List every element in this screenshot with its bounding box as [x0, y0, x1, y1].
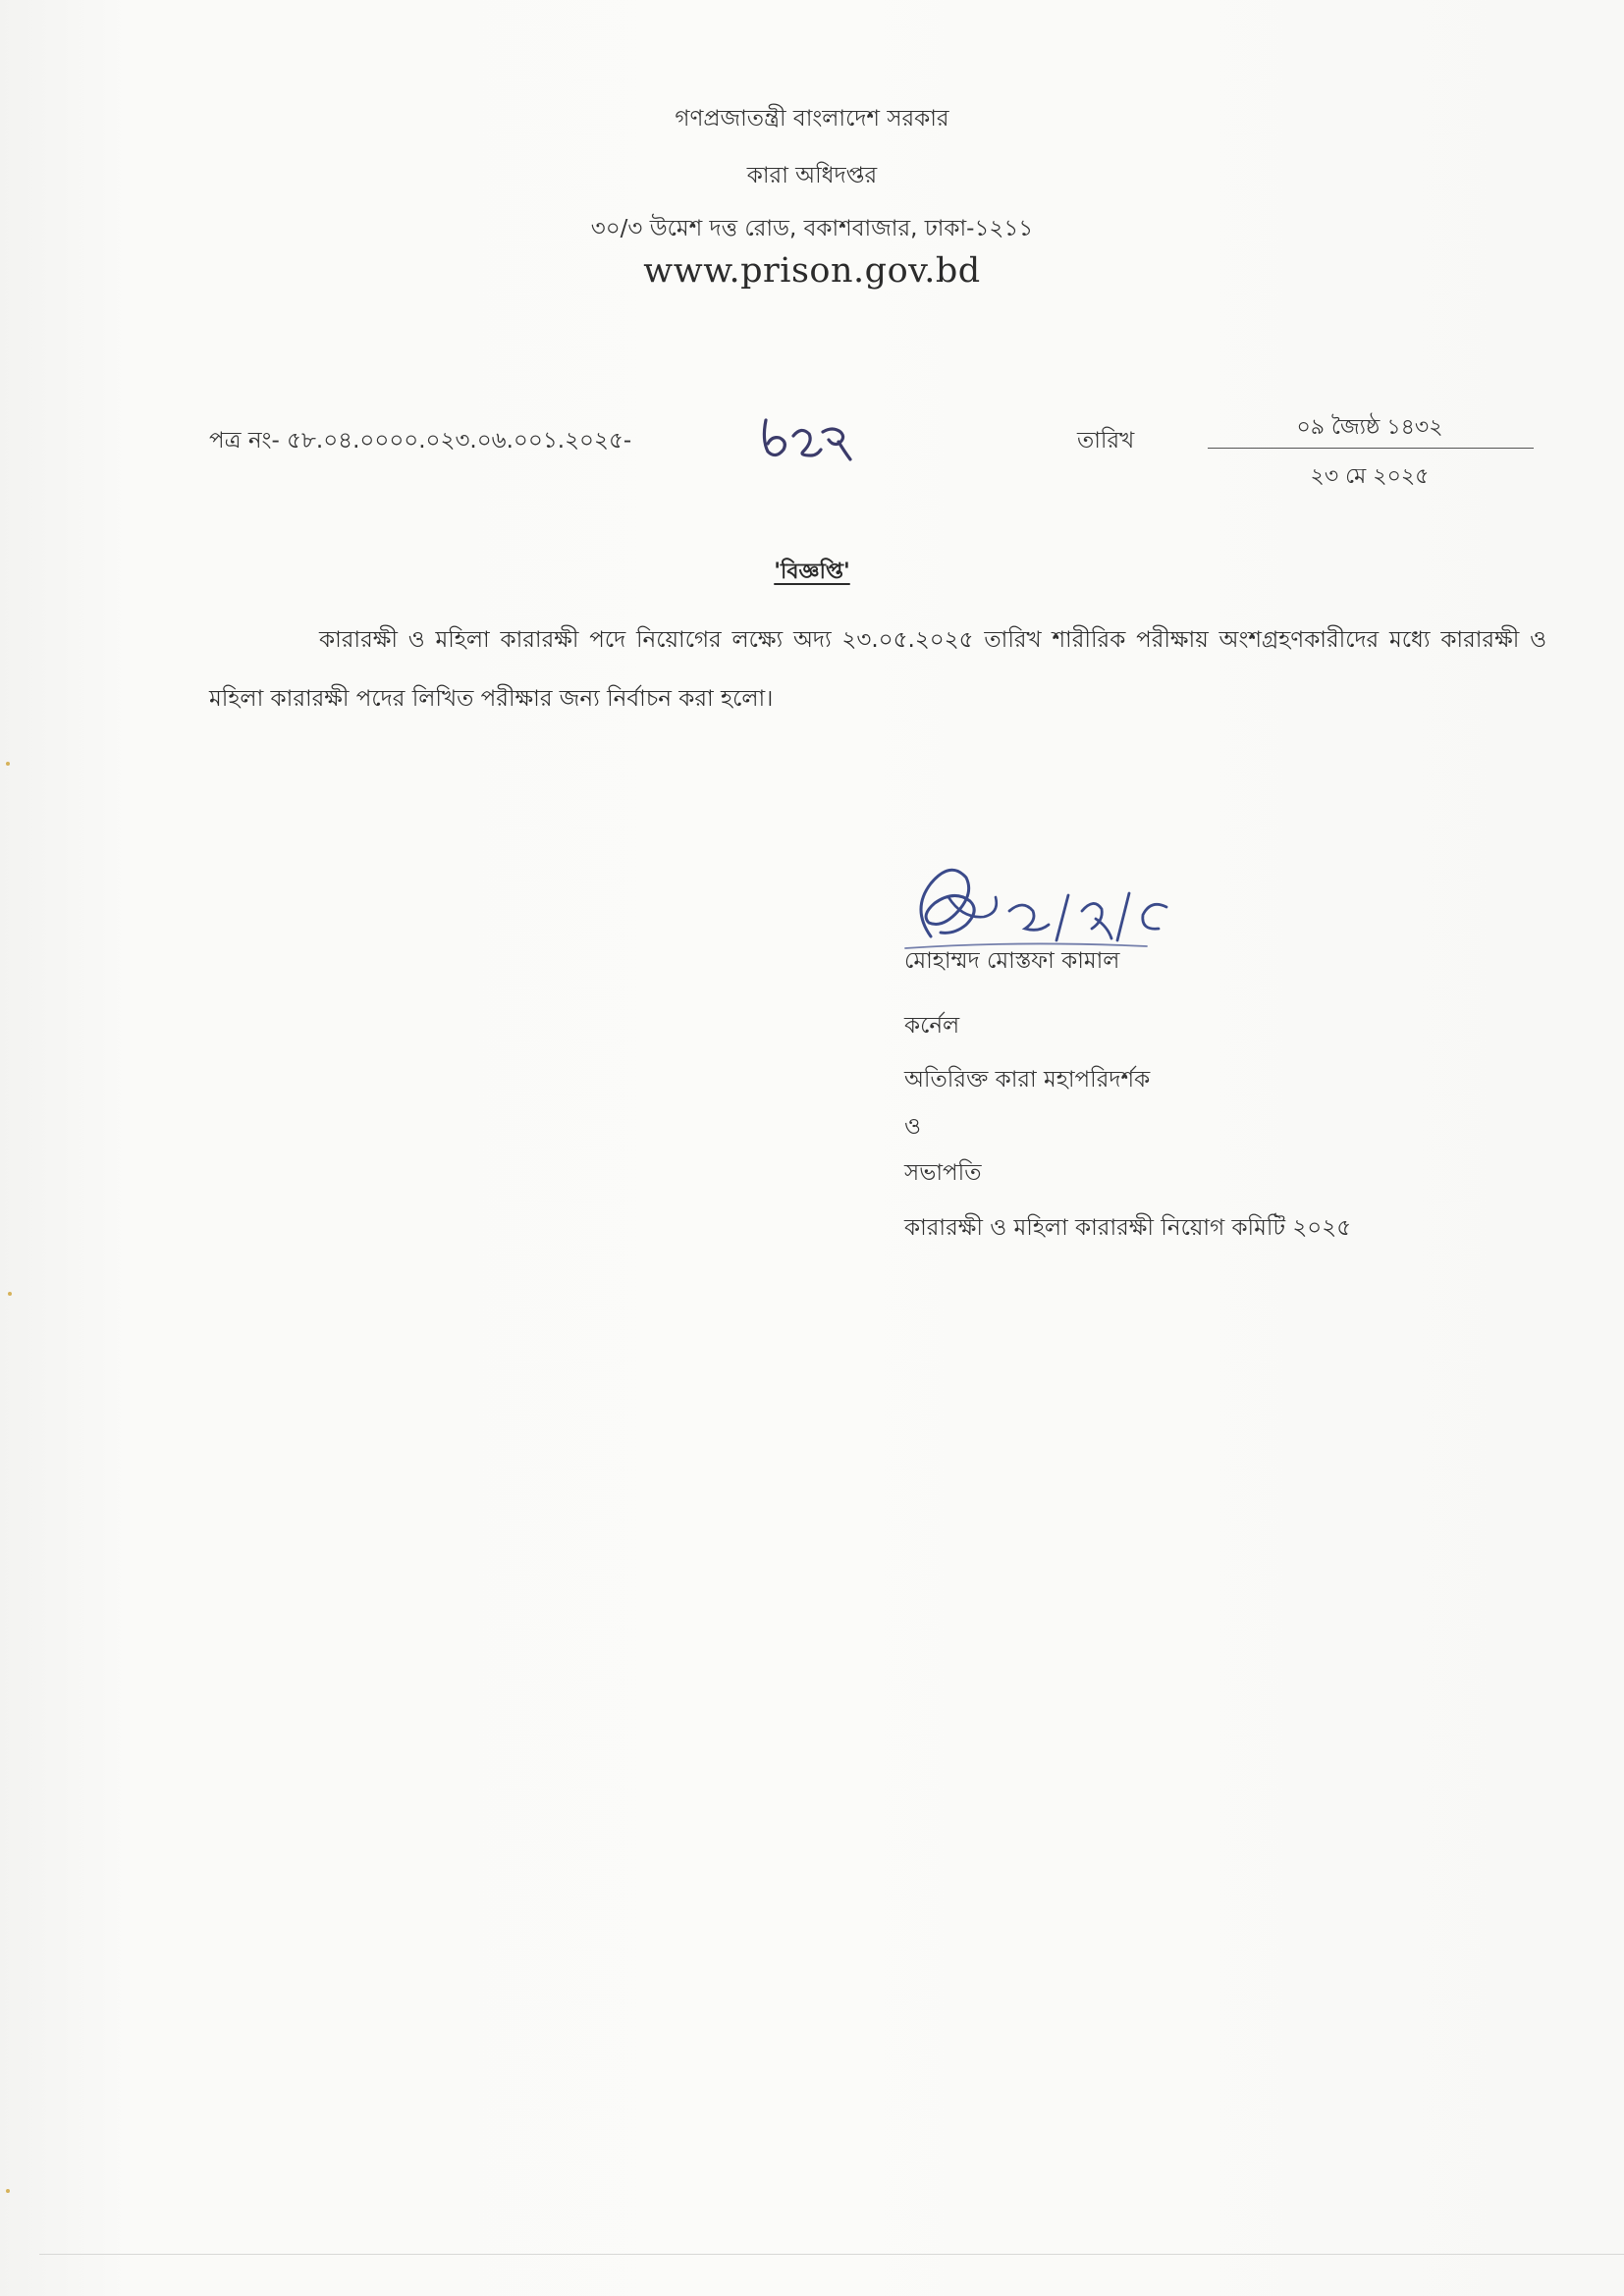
signatory-name: মোহাম্মদ মোস্তফা কামাল: [904, 948, 1120, 974]
scan-edge-line: [39, 2254, 1624, 2255]
date-gregorian: ২৩ মে ২০২৫: [1310, 464, 1430, 489]
website-url: www.prison.gov.bd: [643, 251, 981, 291]
notice-body: কারারক্ষী ও মহিলা কারারক্ষী পদে নিয়োগের লক্ষ্যে অদ্য ২৩.০৫.২০২৫ তারিখ শারীরিক পরীক্ষায় অংশগ্রহণকারীদের মধ্যে কারারক্ষী ও মহিলা কারারক্ষী পদের লিখিত পরীক্ষার জন্য নির্বাচন করা হলো।: [209, 627, 1546, 712]
date-label: তারিখ: [1077, 428, 1135, 454]
signatory-role: সভাপতি: [904, 1160, 982, 1186]
scan-speck: [8, 1292, 12, 1296]
notice-title-text: 'বিজ্ঞপ্তি': [774, 560, 850, 584]
date-bangla-calendar: ০৯ জ্যৈষ্ঠ ১৪৩২: [1296, 415, 1443, 440]
signatory-conjunction: ও: [904, 1114, 921, 1140]
signatory-designation: অতিরিক্ত কারা মহাপরিদর্শক: [904, 1067, 1151, 1093]
signatory-rank: কর্নেল: [904, 1013, 960, 1039]
department-name: কারা অধিদপ্তর: [746, 163, 878, 188]
memo-reference: পত্র নং- ৫৮.০৪.০০০০.০২৩.০৬.০০১.২০২৫-: [209, 428, 632, 454]
committee-name: কারারক্ষী ও মহিলা কারারক্ষী নিয়োগ কমিটি ২০২৫: [904, 1215, 1352, 1241]
date-divider: [1208, 448, 1534, 449]
scan-speck: [6, 2189, 10, 2193]
handwritten-memo-number: [758, 406, 866, 465]
government-name: গণপ্রজাতন্ত্রী বাংলাদেশ সরকার: [675, 106, 949, 132]
scan-speck: [6, 762, 10, 766]
notice-title: [0, 555, 1624, 591]
department-address: ৩০/৩ উমেশ দত্ত রোড, বকাশবাজার, ঢাকা-১২১১: [590, 216, 1034, 241]
